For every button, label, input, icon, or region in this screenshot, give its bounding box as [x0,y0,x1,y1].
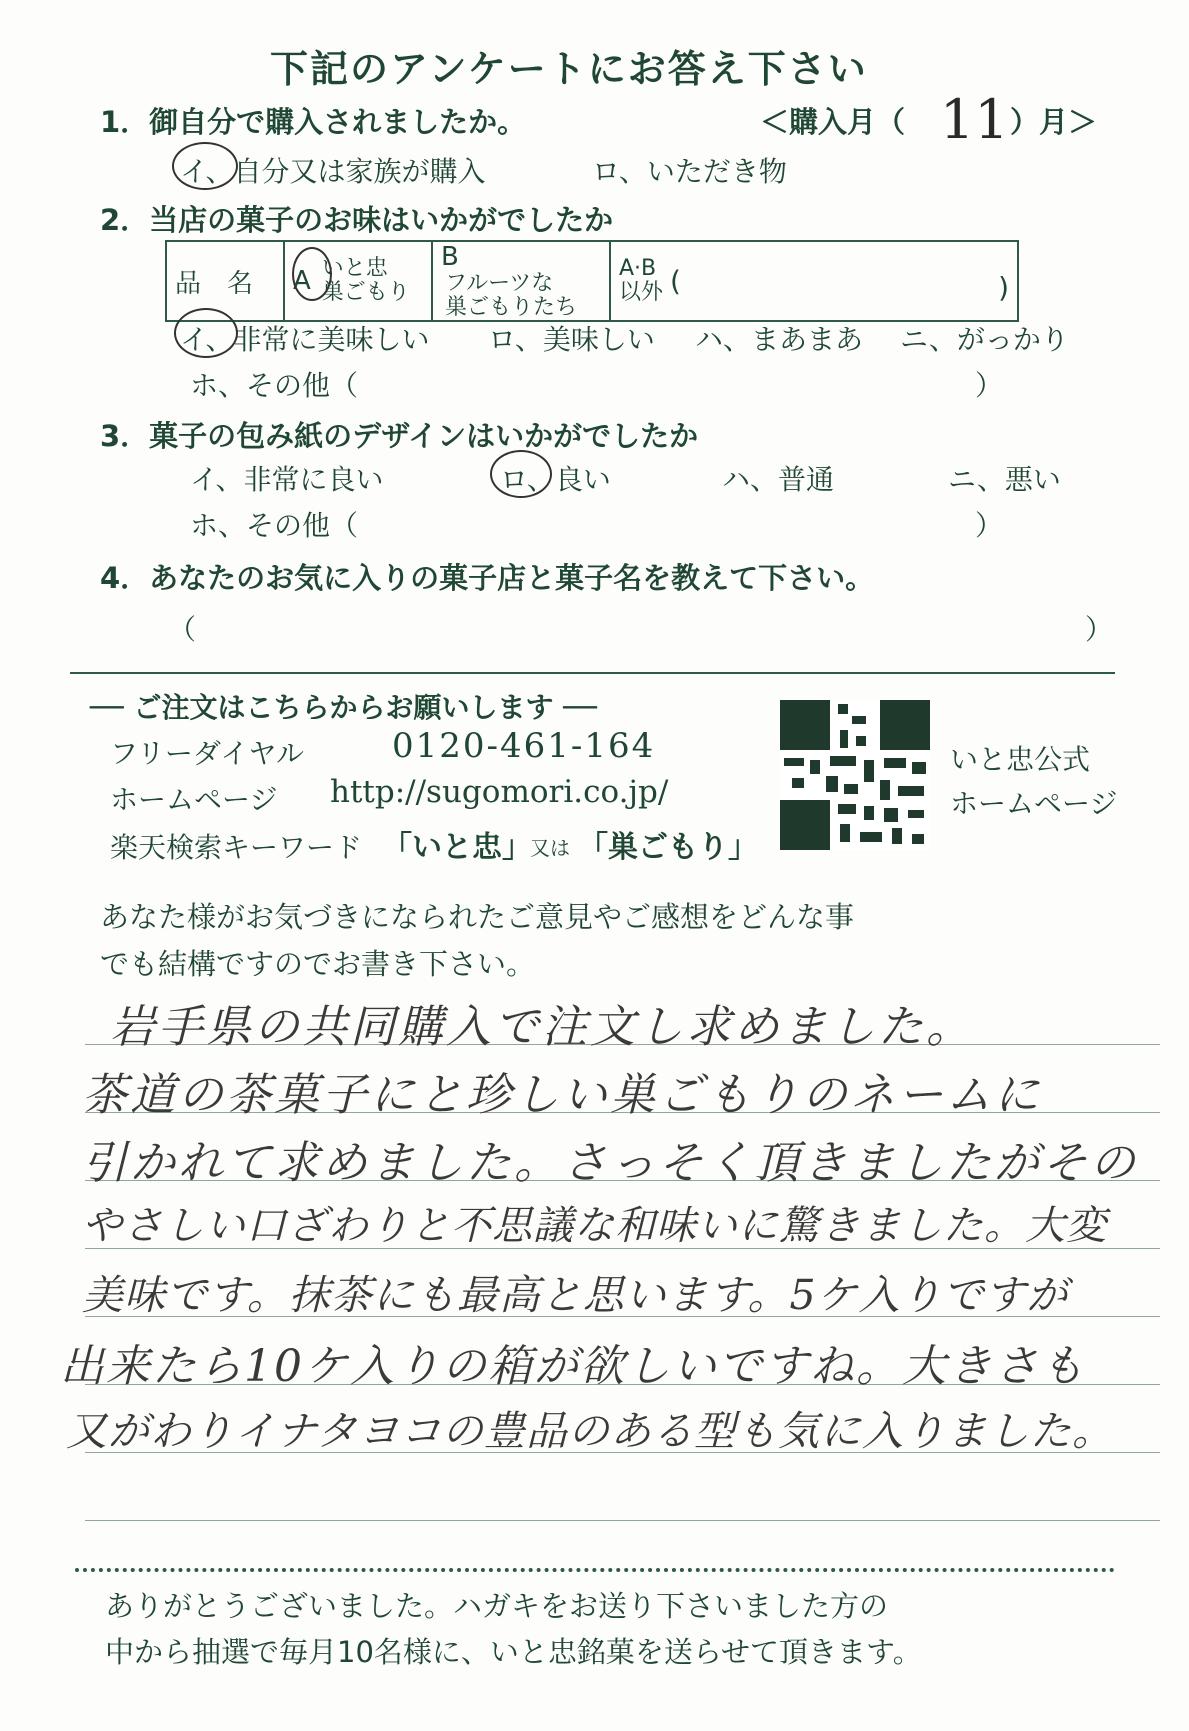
q2-option-ha[interactable]: ハ、まあまあ [695,323,864,356]
q1-selected-circle [172,142,238,190]
rakuten-or: 又は [530,836,570,860]
q2-col-name: 品 名 [166,241,284,321]
q2-option-i[interactable]: イ、非常に美味しい [180,323,430,356]
comment-line-1[interactable]: 岩手県の共同購入で注文し求めました。 [110,1000,975,1053]
comment-line-7[interactable]: 又がわりイナタヨコの豊品のある型も気に入りました。 [66,1407,1114,1455]
q1-month-open: ＜購入月（ [760,105,906,139]
q1-label: 1．御自分で購入されましたか。 [100,105,527,139]
q2-option-ro[interactable]: ロ、美味しい [488,323,655,356]
homepage-label: ホームページ [110,783,278,816]
comment-line-5[interactable]: 美味です。抹茶にも最高と思います。5ケ入りですが [82,1271,1069,1319]
q3-option-ho-close: ） [975,509,1004,542]
q2-col-b-text1: フルーツな [445,271,554,296]
page-title: 下記のアンケートにお答え下さい [270,47,868,91]
q2-col-b-mark: B [441,242,459,272]
footer-line-2: 中から抽選で毎月10名様に、いと忠銘菓を送らせて頂きます。 [105,1635,922,1669]
q2-option-ni[interactable]: ニ、がっかり [900,323,1069,356]
qr-caption-1: いと忠公式 [950,743,1091,776]
free-dial-label: フリーダイヤル [110,737,305,770]
dotted-divider [75,1568,1115,1572]
q2-col-other[interactable] [610,241,1018,321]
q3-option-ho[interactable]: ホ、その他（ [190,509,359,542]
q2-option-ho[interactable]: ホ、その他（ [190,369,359,402]
q4-paren-close[interactable]: ） [1085,613,1114,646]
q2-product-selected-circle [292,247,332,301]
q3-option-ni[interactable]: ニ、悪い [948,463,1061,496]
free-dial-number[interactable]: 0120-461-164 [392,726,656,766]
q2-col-a-text1: いと忠 [321,256,388,281]
q2-col-a-mark: A [293,266,311,296]
q2-col-b[interactable] [432,241,610,321]
rakuten-label: 楽天検索キーワード [110,831,363,864]
q2-col-other-paren-close: ) [998,271,1009,304]
order-heading: ── ご注文はこちらからお願いします ── [90,691,597,724]
q2-col-other-paren-open: ( [670,264,681,298]
q2-selected-circle [174,308,238,358]
q1-option-ro[interactable]: ロ、いただき物 [592,155,787,188]
rakuten-keyword-2[interactable]: 「巣ごもり」 [578,830,758,865]
q2-option-ho-close: ） [975,369,1004,402]
q1-month-close: ）月＞ [1010,105,1098,139]
q3-option-ha[interactable]: ハ、普通 [722,463,835,496]
qr-code[interactable] [780,700,930,850]
q3-selected-circle [490,450,552,498]
q2-col-a-text2: 巣ごもり [321,280,410,305]
q3-option-i[interactable]: イ、非常に良い [190,463,384,496]
rakuten-keyword-1[interactable]: 「いと忠」 [382,830,532,865]
homepage-url[interactable]: http://sugomori.co.jp/ [330,774,669,810]
q3-option-ro[interactable]: ロ、良い [500,463,611,496]
comment-prompt-1: あなた様がお気づきになられたご意見やご感想をどんな事 [100,900,855,934]
comment-line-2[interactable]: 茶道の茶菓子にと珍しい巣ごもりのネームに [82,1068,1043,1121]
q1-option-i[interactable]: イ、自分又は家族が購入 [180,155,486,188]
q2-label: 2．当店の菓子のお味はいかがでしたか [100,203,614,237]
q4-paren-open: （ [168,613,197,646]
comment-line-6[interactable]: 出来たら10ケ入りの箱が欲しいですね。大きさも [60,1341,1086,1392]
q2-col-b-text2: 巣ごもりたち [445,295,578,320]
rule-line [85,1520,1160,1521]
qr-caption-2: ホームページ [950,787,1118,820]
q2-col-other1: A·B [619,256,657,281]
q4-label: 4．あなたのお気に入りの菓子店と菓子名を教えて下さい。 [100,561,875,595]
divider [70,672,1115,674]
q2-col-other2: 以外 [619,280,664,305]
comment-line-4[interactable]: やさしい口ざわりと不思議な和味いに驚きました。大変 [82,1203,1107,1249]
comment-prompt-2: でも結構ですのでお書き下さい。 [100,947,536,981]
comment-line-3[interactable]: 引かれて求めました。さっそく頂きましたがその [82,1136,1139,1189]
q3-label: 3．菓子の包み紙のデザインはいかがでしたか [100,419,699,453]
footer-line-1: ありがとうございました。ハガキをお送り下さいました方の [105,1589,889,1623]
q1-month-value[interactable]: 11 [940,88,1009,151]
